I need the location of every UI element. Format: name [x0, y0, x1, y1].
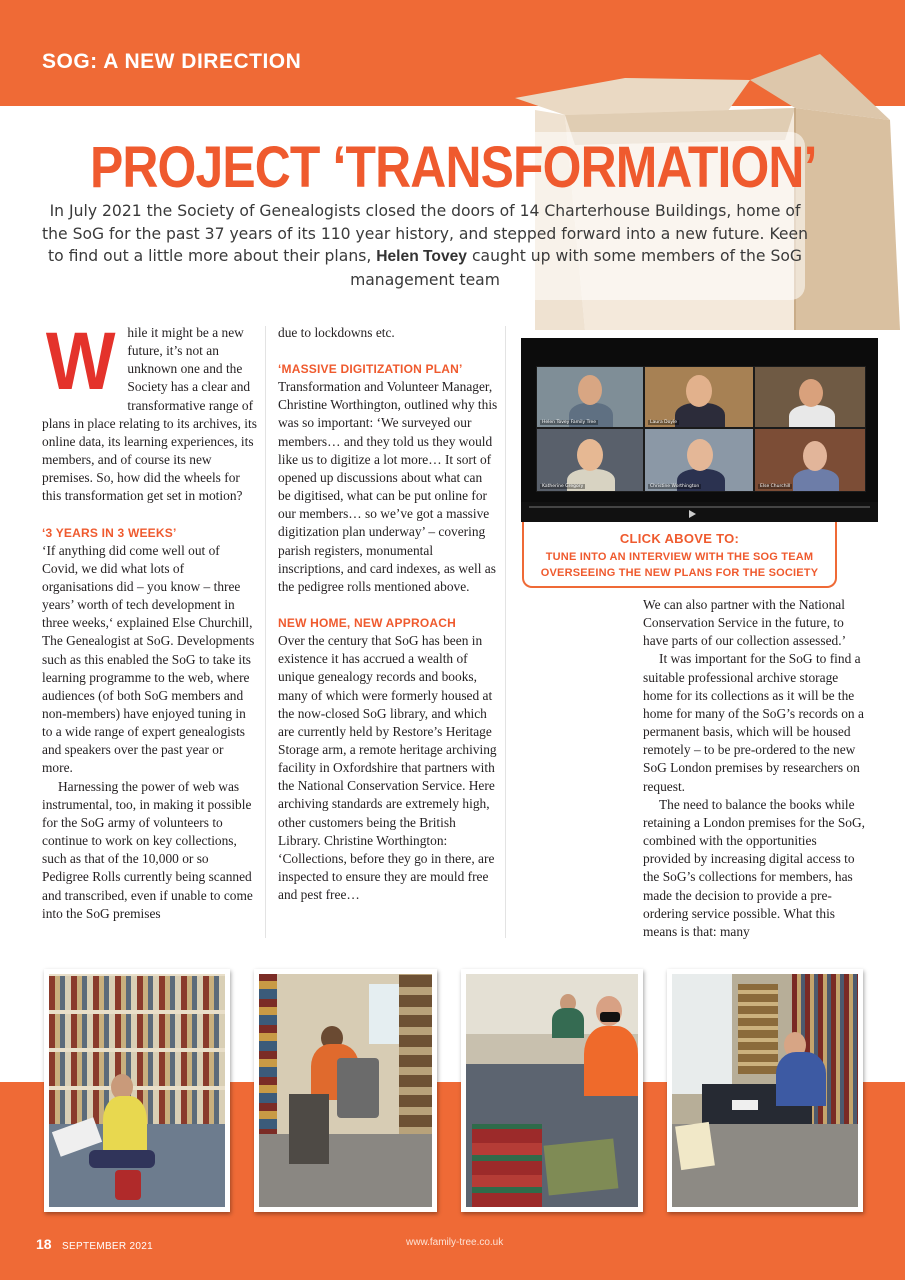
subheading: ‘MASSIVE DIGITIZATION PLAN’ [278, 362, 463, 377]
article-column-2 [278, 324, 498, 904]
article-column-3 [643, 596, 865, 941]
site-url[interactable]: www.family-tree.co.uk [406, 1237, 504, 1248]
cta-text: TUNE INTO AN INTERVIEW WITH THE SOG TEAM OVERSEEING THE NEW PLANS FOR THE SOCIETY [540, 551, 819, 579]
column-rule [505, 326, 506, 938]
headline: PROJECT ‘TRANSFORMATION’ [89, 135, 817, 200]
paragraph: due to lockdowns etc. [278, 325, 395, 340]
paragraph: The need to balance the books while retaining a London premises for the SoG, combined with the opportunities provided by increasing digital access to the SoG’s collections for members, has made the decision to provide a pre-ordering service possible. What this means is that: many [643, 796, 866, 939]
author-name: Helen Tovey [376, 248, 467, 265]
video-tile [644, 428, 754, 492]
standfirst-text-end: caught up with some members of the SoG management team [350, 247, 803, 289]
subheading: NEW HOME, NEW APPROACH [278, 616, 456, 631]
video-controls-bar[interactable] [521, 502, 878, 522]
participant-name: Else Churchill [760, 484, 791, 489]
photo-computer-desk [667, 969, 863, 1212]
video-tile [754, 366, 866, 428]
participant-name: Christine Worthington [650, 484, 700, 489]
cta-title: CLICK ABOVE TO: [619, 531, 740, 546]
photo-library-reader [44, 969, 230, 1212]
paragraph: It was important for the SoG to find a suitable professional archive storage home for its collections as it will be the home for many of the SoG’s records on a permanent basis, which will be housed remotely – to be pre-ordered to the new SoG London premises by researchers on request. [643, 651, 864, 794]
standfirst [40, 200, 810, 291]
video-call-to-action[interactable] [522, 522, 837, 588]
video-tile [644, 366, 754, 428]
paragraph: Transformation and Volunteer Manager, Christine Worthington, outlined why this was so important: ‘We surveyed our members… and they told us they would like us to digitize a lot more… It sort of opened up discussions about what can be digitised, what can be put online for our members… so we’ve got a massive digitization plan underway’ – covering parish registers, monumental inscriptions, and card indexes, as well as the pedigree rolls mentioned above. [278, 379, 498, 594]
standfirst-text: In July 2021 the Society of Genealogists closed the doors of 14 Charterhouse Buildings, home of the SoG for the past 37 years of its 110 year history, and stepped forward into a new future. Keen to find out a little more about their plans, [42, 202, 808, 265]
issue-date: SEPTEMBER 2021 [62, 1241, 153, 1252]
play-button[interactable] [689, 510, 696, 518]
paragraph: hile it might be a new future, it’s not an unknown one and the Society has a clear and transformative range of plans in place relating to its archives, its online data, its learning experiences, its members, and of course its new premises. So, how did the wheels for this transformation get set in motion? [42, 325, 257, 504]
article-column-1 [42, 316, 257, 923]
folio [36, 1236, 153, 1254]
photo-desk-worker [254, 969, 437, 1212]
video-tile [536, 366, 644, 428]
page-number: 18 [36, 1236, 52, 1252]
participant-name: Laura Doyle [650, 420, 678, 425]
paragraph: ‘If anything did come well out of Covid, we did what lots of organisations did – you know – three years’ worth of tech development in three weeks,‘ explained Else Churchill, The Genealogist at SoG. Developments such as this enabled the SoG to take its learning programme to the web, where audiences (of both SoG members and non-members) have enjoyed tuning in to a wide range of expert genealogists and speakers over the past year or more. [42, 542, 255, 776]
photo-scanning-books [461, 969, 643, 1212]
paragraph: Harnessing the power of web was instrumental, too, in making it possible for the SoG army of volunteers to continue to work on key collections, such as that of the 10,000 or so Pedigree Rolls currently being scanned and transcribed, even if unable to come into the SoG premises [42, 778, 253, 921]
subheading: ‘3 YEARS IN 3 WEEKS’ [42, 525, 177, 540]
paragraph: Over the century that SoG has been in existence it has accrued a wealth of unique genealogy records and books, many of which were formerly housed at the now-closed SoG library, and which are currently held by Restore’s Heritage Storage arm, a remote heritage archiving facility in Oxfordshire that partners with the National Conservation Service. Here archiving standards are extremely high, other customers being the British Library. Christine Worthington: ‘Collections, before they go in there, are inspected to ensure they are mould free and pest free… [278, 633, 497, 903]
progress-track[interactable] [529, 506, 870, 508]
interview-video[interactable] [521, 338, 878, 522]
video-tile [754, 428, 866, 492]
section-label: SOG: A NEW DIRECTION [42, 50, 302, 73]
paragraph: We can also partner with the National Conservation Service in the future, to have parts of our collection assessed.’ [643, 597, 847, 649]
dropcap: W [45, 316, 116, 407]
column-rule [265, 326, 266, 938]
participant-name: Helen Tovey Family Tree [542, 420, 597, 425]
video-tile [536, 428, 644, 492]
participant-name: Katherine Gregory [542, 484, 584, 489]
